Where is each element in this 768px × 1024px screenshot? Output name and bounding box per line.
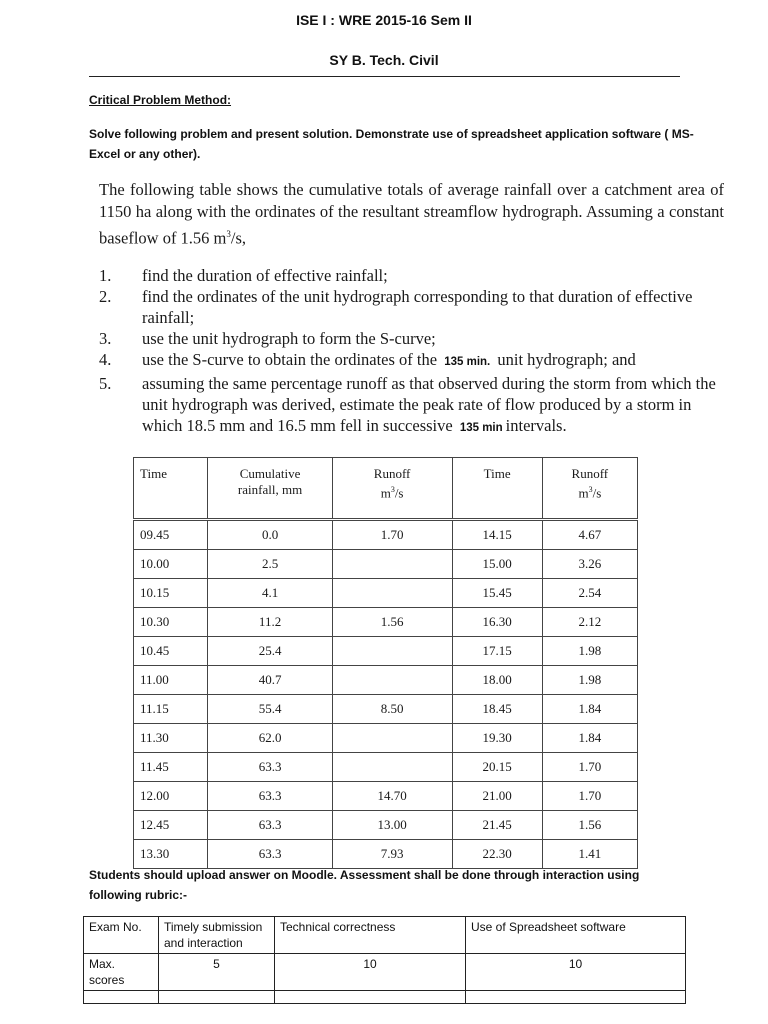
rubric-max-score: 10 xyxy=(275,954,466,991)
rubric-empty-cell xyxy=(159,991,275,1004)
cell-runoff-2: 4.67 xyxy=(542,520,637,550)
cell-runoff-2: 1.84 xyxy=(542,695,637,724)
rubric-empty-cell xyxy=(275,991,466,1004)
upload-note: Students should upload answer on Moodle. Assessment shall be done through interaction using following rubric:- xyxy=(89,868,640,902)
cell-cumulative-rainfall: 4.1 xyxy=(208,579,332,608)
inserted-duration: 135 min. xyxy=(444,356,491,368)
cell-cumulative-rainfall: 55.4 xyxy=(208,695,332,724)
cell-time: 11.00 xyxy=(134,666,208,695)
cell-runoff-2: 2.12 xyxy=(542,608,637,637)
rubric-max-score: 10 xyxy=(466,954,686,991)
problem-item: 4. use the S-curve to obtain the ordinates of the 135 min. unit hydrograph; and xyxy=(99,350,636,369)
table-row xyxy=(134,724,638,753)
rubric-max-label: Max. scores xyxy=(84,954,159,991)
cell-time: 11.45 xyxy=(134,753,208,782)
cell-runoff: 1.70 xyxy=(332,520,452,550)
cell-time: 11.30 xyxy=(134,724,208,753)
document-subtitle: SY B. Tech. Civil xyxy=(329,52,439,68)
problem-item: 5. assuming the same percentage runoff as that observed during the storm from which the unit hydrograph was derived, estimate the peak rate of flow produced by a storm in which 18.5 mm and 16.5 mm fell in successive 135 min intervals. xyxy=(99,374,716,435)
cell-runoff-2: 3.26 xyxy=(542,550,637,579)
cell-runoff-2: 2.54 xyxy=(542,579,637,608)
cell-runoff-2: 1.98 xyxy=(542,666,637,695)
header-runoff: Runoff $m^3/s$ xyxy=(332,458,452,520)
table-row xyxy=(134,579,638,608)
cell-time: 12.00 xyxy=(134,782,208,811)
header-divider xyxy=(89,76,680,77)
table-row xyxy=(134,520,638,550)
cell-time: 10.00 xyxy=(134,550,208,579)
cell-cumulative-rainfall: 63.3 xyxy=(208,753,332,782)
table-row xyxy=(134,753,638,782)
rubric-header-technical-correctness: Technical correctness xyxy=(275,917,466,954)
cell-cumulative-rainfall: 25.4 xyxy=(208,637,332,666)
cell-runoff xyxy=(332,753,452,782)
cell-cumulative-rainfall: 0.0 xyxy=(208,520,332,550)
cell-time-2: 19.30 xyxy=(452,724,542,753)
cell-time-2: 17.15 xyxy=(452,637,542,666)
table-row xyxy=(134,608,638,637)
document-title: ISE I : WRE 2015-16 Sem II xyxy=(296,12,472,28)
cell-runoff xyxy=(332,637,452,666)
cell-time-2: 18.00 xyxy=(452,666,542,695)
cell-runoff xyxy=(332,724,452,753)
cell-runoff: 8.50 xyxy=(332,695,452,724)
cell-runoff: 13.00 xyxy=(332,811,452,840)
problem-item: 3. use the unit hydrograph to form the S-curve; xyxy=(99,329,436,348)
problem-item: 2. find the ordinates of the unit hydrograph corresponding to that duration of effective rainfall; xyxy=(99,287,693,327)
cell-cumulative-rainfall: 40.7 xyxy=(208,666,332,695)
cell-runoff xyxy=(332,579,452,608)
cell-runoff-2: 1.98 xyxy=(542,637,637,666)
cell-time-2: 16.30 xyxy=(452,608,542,637)
header-time-2: Time xyxy=(452,458,542,520)
header-cumulative-rainfall: Cumulative rainfall, mm xyxy=(208,458,332,520)
cell-time-2: 14.15 xyxy=(452,520,542,550)
rubric-empty-cell xyxy=(466,991,686,1004)
header-time: Time xyxy=(134,458,208,520)
table-row xyxy=(134,695,638,724)
cell-cumulative-rainfall: 2.5 xyxy=(208,550,332,579)
cell-cumulative-rainfall: 11.2 xyxy=(208,608,332,637)
cell-runoff xyxy=(332,666,452,695)
table-row xyxy=(134,637,638,666)
table-row xyxy=(134,782,638,811)
rubric-header-exam-no: Exam No. xyxy=(84,917,159,954)
instruction-text: Solve following problem and present solution. Demonstrate use of spreadsheet application software ( MS-Excel or any other). xyxy=(89,127,694,161)
table-row xyxy=(134,550,638,579)
cell-time-2: 21.00 xyxy=(452,782,542,811)
cell-runoff-2: 1.41 xyxy=(542,840,637,869)
cell-time: 13.30 xyxy=(134,840,208,869)
header-runoff-2: Runoff $m^3/s$ xyxy=(542,458,637,520)
rubric-header-timely-submission: Timely submission and interaction xyxy=(159,917,275,954)
cell-runoff-2: 1.84 xyxy=(542,724,637,753)
cell-time: 10.45 xyxy=(134,637,208,666)
cell-time-2: 15.00 xyxy=(452,550,542,579)
cell-runoff xyxy=(332,550,452,579)
cell-time-2: 21.45 xyxy=(452,811,542,840)
cell-cumulative-rainfall: 63.3 xyxy=(208,840,332,869)
table-row xyxy=(134,811,638,840)
cell-time: 12.45 xyxy=(134,811,208,840)
problem-items xyxy=(99,265,729,439)
method-heading: Critical Problem Method: xyxy=(89,93,232,107)
rainfall-runoff-table xyxy=(133,457,638,869)
cell-runoff-2: 1.70 xyxy=(542,782,637,811)
problem-item: 1. find the duration of effective rainfall; xyxy=(99,266,388,285)
cell-time: 11.15 xyxy=(134,695,208,724)
table-row xyxy=(134,666,638,695)
cell-time-2: 15.45 xyxy=(452,579,542,608)
rubric-header-spreadsheet: Use of Spreadsheet software xyxy=(466,917,686,954)
cell-time-2: 18.45 xyxy=(452,695,542,724)
cell-runoff: 1.56 xyxy=(332,608,452,637)
cell-runoff-2: 1.70 xyxy=(542,753,637,782)
rubric-empty-cell xyxy=(84,991,159,1004)
cell-cumulative-rainfall: 62.0 xyxy=(208,724,332,753)
cell-cumulative-rainfall: 63.3 xyxy=(208,811,332,840)
problem-intro: The following table shows the cumulative totals of average rainfall over a catchment area of 1150 ha along with the ordinates of the resultant streamflow hydrograph. Assuming a constant baseflow of 1.56 $m^3/s$, xyxy=(99,180,724,248)
cell-time: 10.15 xyxy=(134,579,208,608)
rubric-max-score: 5 xyxy=(159,954,275,991)
cell-cumulative-rainfall: 63.3 xyxy=(208,782,332,811)
cell-runoff-2: 1.56 xyxy=(542,811,637,840)
rubric-table xyxy=(83,916,686,1004)
cell-time: 09.45 xyxy=(134,520,208,550)
cell-runoff: 7.93 xyxy=(332,840,452,869)
cell-time-2: 20.15 xyxy=(452,753,542,782)
cell-time-2: 22.30 xyxy=(452,840,542,869)
inserted-duration: 135 min xyxy=(459,422,503,434)
cell-runoff: 14.70 xyxy=(332,782,452,811)
cell-time: 10.30 xyxy=(134,608,208,637)
